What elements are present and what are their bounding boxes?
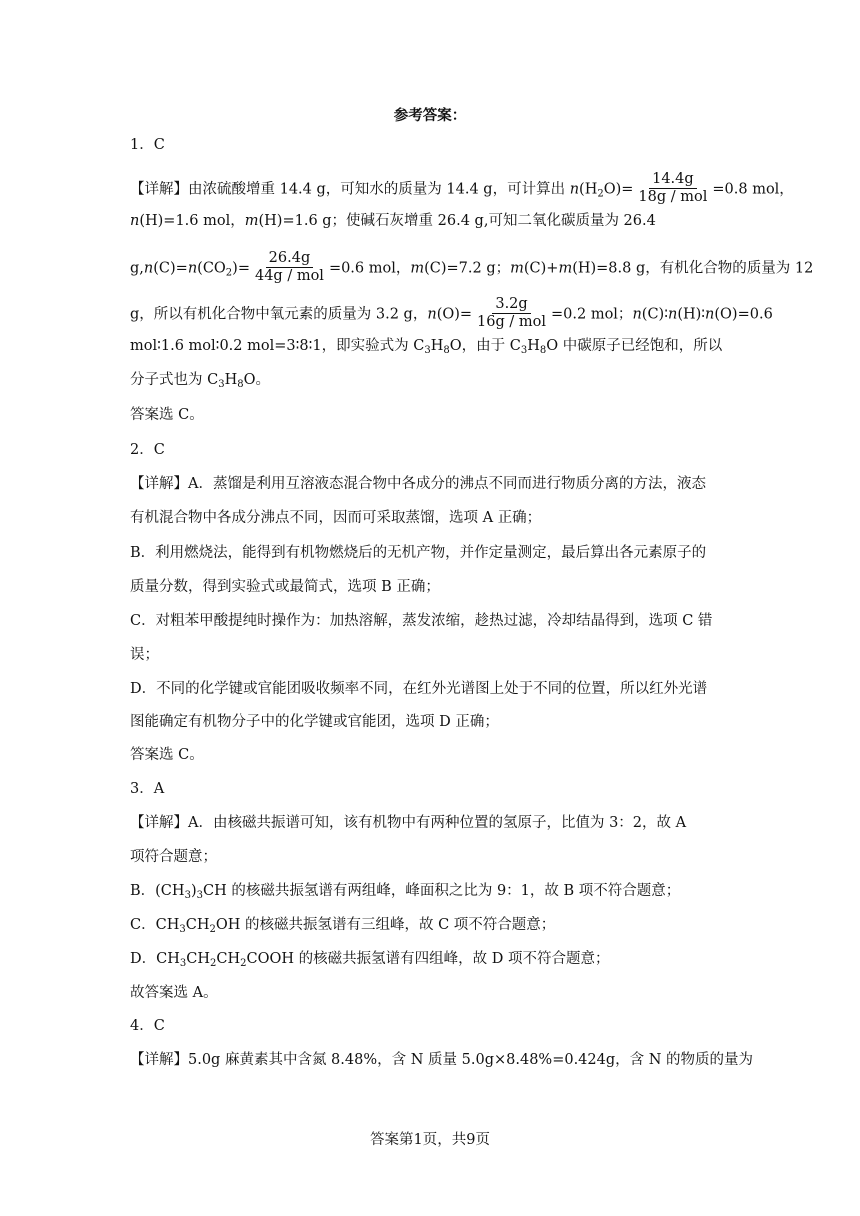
fraction-water: $\frac{14.4g}{\text{18g / mol}}$ — [638, 171, 708, 205]
fraction-oxygen: $\frac{3.2g}{\text{16g / mol}}$ — [477, 296, 546, 330]
q2-option-b-line2: 质量分数，得到实验式或最简式，选项 B 正确； — [130, 579, 440, 595]
q1-line3: $g,n(C)=n(CO_2)=$ $\frac{26.4g}{\text{44g / mol}}$ =0.6 mol，m(C)=7.2 g；m(C)+m(H)=8.8 g，有机化合物的质量为 12 — [130, 250, 814, 284]
fraction-co2: $\frac{26.4g}{\text{44g / mol}}$ — [254, 250, 324, 284]
q2-option-b-line1: B．利用燃烧法，能得到有机物燃烧后的无机产物，并作定量测定，最后算出各元素原子的 — [130, 545, 707, 561]
q1-line6: 分子式也为 $C_3H_8O$。 — [130, 372, 271, 390]
q3-option-c: C．$CH_3CH_2OH$ 的核磁共振氢谱有三组峰，故 C 项不符合题意； — [130, 917, 556, 935]
q3-conclusion: 故答案选 A。 — [130, 985, 218, 1001]
q1-conclusion: 答案选 C。 — [130, 407, 204, 423]
q2-answer: 2．C — [130, 442, 165, 458]
page-footer: 答案第1页，共9页 — [370, 1132, 490, 1148]
q2-option-a-line1: 【详解】A．蒸馏是利用互溶液态混合物中各成分的沸点不同而进行物质分离的方法，液态 — [130, 476, 706, 492]
q3-option-a-line2: 项符合题意； — [130, 849, 217, 865]
page-title: 参考答案： — [393, 107, 467, 124]
q1-line2: n(H)=1.6 mol，m(H)=1.6 g；使碱石灰增重 26.4 g,可知二氧化碳质量为 26.4 — [130, 213, 656, 229]
q2-option-d-line1: D．不同的化学键或官能团吸收频率不同，在红外光谱图上处于不同的位置，所以红外光谱 — [130, 681, 708, 697]
q1-line4: g，所以有机化合物中氧元素的质量为 3.2 g，n(O)= $\frac{3.2g}{\text{16g / mol}}$ =0.2 mol；n(C)∶n(H)∶n(O)=0.6 — [130, 296, 773, 330]
q1-line5: mol∶1.6 mol∶0.2 mol=3∶8∶1，即实验式为 $C_3H_8O$，由于 $C_3H_8O$ 中碳原子已经饱和，所以 — [130, 338, 723, 356]
q2-option-c-line1: C．对粗苯甲酸提纯时操作为：加热溶解，蒸发浓缩，趁热过滤，冷却结晶得到，选项 C 错 — [130, 613, 713, 629]
q1-answer: 1．C — [130, 137, 165, 153]
q3-option-d: D．$CH_3CH_2CH_2COOH$ 的核磁共振氢谱有四组峰，故 D 项不符合题意； — [130, 951, 610, 969]
q2-option-a-line2: 有机混合物中各成分沸点不同，因而可采取蒸馏，选项 A 正确； — [130, 510, 542, 526]
q2-option-d-line2: 图能确定有机物分子中的化学键或官能团，选项 D 正确； — [130, 714, 499, 730]
q3-answer: 3．A — [130, 781, 165, 797]
q4-line1: 【详解】5.0g 麻黄素其中含氮 8.48%，含 N 质量 5.0g×8.48%=0.424g，含 N 的物质的量为 — [130, 1052, 754, 1068]
q1-line1: 【详解】由浓硫酸增重 14.4 g，可知水的质量为 14.4 g，可计算出 $n(H_2O)=$ $\frac{14.4g}{\text{18g / mol}}$ =0.8 mol， — [130, 171, 794, 205]
q2-option-c-line2: 误； — [130, 647, 159, 663]
q3-option-b: B．$(CH_3)_3CH$ 的核磁共振氢谱有两组峰，峰面积之比为 9：1，故 B 项不符合题意； — [130, 883, 681, 901]
q3-option-a-line1: 【详解】A．由核磁共振谱可知，该有机物中有两种位置的氢原子，比值为 3：2，故 A — [130, 815, 687, 831]
q2-conclusion: 答案选 C。 — [130, 747, 204, 763]
q4-answer: 4．C — [130, 1018, 165, 1034]
